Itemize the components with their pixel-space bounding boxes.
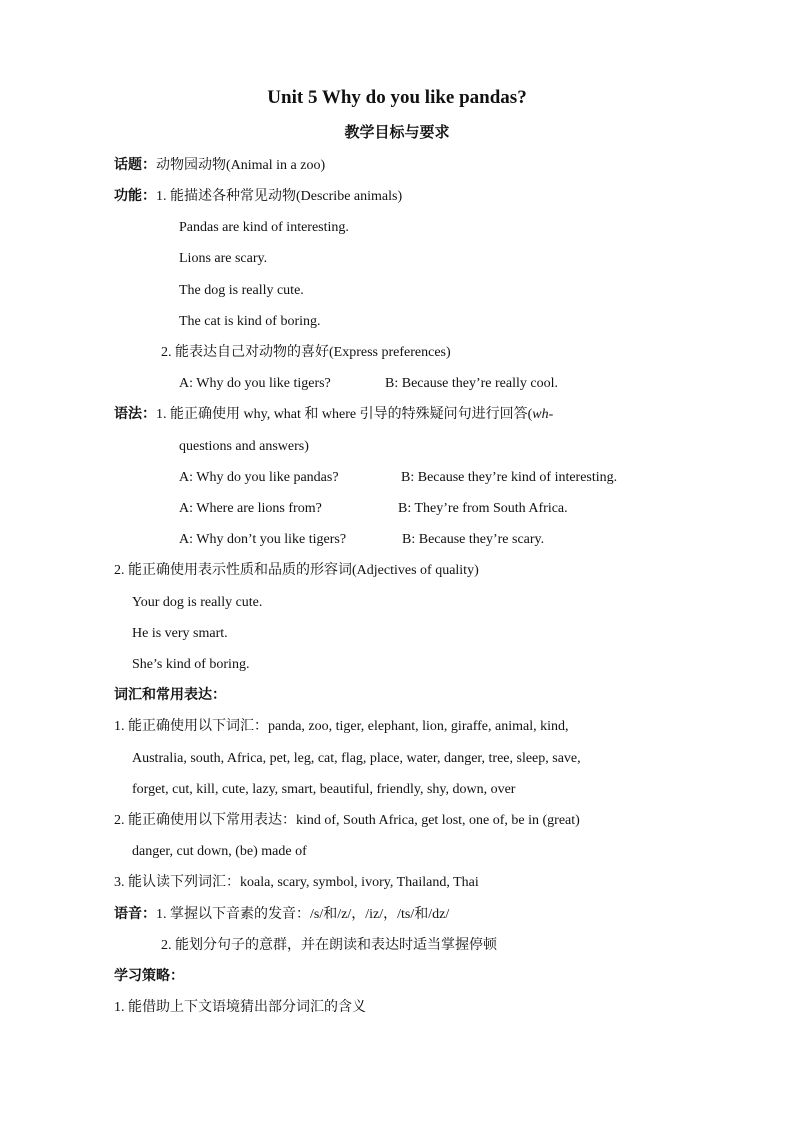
grammar-dialog-b: B: Because they’re scary. [402,532,545,547]
page-subtitle: 教学目标与要求 [344,125,450,141]
grammar-item-1-cont: questions and answers) [179,439,309,454]
grammar-dialog-a: A: Why don’t you like tigers? [179,532,347,547]
functions-example-a: A: Why do you like tigers? [179,376,331,391]
functions-line [114,188,402,206]
grammar-label: 语法： [114,407,156,422]
functions-example: Lions are scary. [179,251,268,266]
vocab-label: 词汇和常用表达： [114,688,226,703]
grammar-line [114,406,553,424]
functions-item-2: 2. 能表达自己对动物的喜好(Express preferences) [161,345,451,360]
grammar-example: He is very smart. [132,626,228,641]
grammar-dialog-a: A: Why do you like pandas? [179,470,339,485]
topic-line [114,157,325,175]
vocab-item-2-cont: danger, cut down, (be) made of [132,844,307,859]
topic-text: 动物园动物(Animal in a zoo) [156,158,326,173]
vocab-item-3: 3. 能认读下列词汇：koala, scary, symbol, ivory, Thailand, Thai [114,875,479,890]
pronunciation-line [114,906,449,924]
pronunciation-item-1: 1. 掌握以下音素的发音：/s/和/z/，/iz/，/ts/和/dz/ [156,907,450,922]
vocab-item-1-cont: Australia, south, Africa, pet, leg, cat, flag, place, water, danger, tree, sleep, save, [132,751,581,766]
vocab-item-2: 2. 能正确使用以下常用表达：kind of, South Africa, get lost, one of, be in (great) [114,813,580,828]
vocab-item-1: 1. 能正确使用以下词汇：panda, zoo, tiger, elephant, lion, giraffe, animal, kind, [114,719,569,734]
grammar-example: She’s kind of boring. [132,657,250,672]
grammar-dialog-a: A: Where are lions from? [179,501,322,516]
grammar-dialog-b: B: They’re from South Africa. [398,501,568,516]
vocab-item-1-cont: forget, cut, kill, cute, lazy, smart, beautiful, friendly, shy, down, over [132,782,516,797]
grammar-example: Your dog is really cute. [132,595,263,610]
strategy-item-1: 1. 能借助上下文语境猜出部分词汇的含义 [114,1000,366,1015]
functions-example: The dog is really cute. [179,283,304,298]
topic-label: 话题： [114,158,156,173]
grammar-item-1: 1. 能正确使用 why, what 和 where 引导的特殊疑问句进行回答( [156,407,533,422]
functions-example: Pandas are kind of interesting. [179,220,349,235]
strategy-label: 学习策略： [114,969,184,984]
functions-example-b: B: Because they’re really cool. [385,376,558,391]
functions-item-1: 1. 能描述各种常见动物(Describe animals) [156,189,403,204]
pronunciation-label: 语音： [114,907,156,922]
page-title: Unit 5 Why do you like pandas? [267,87,527,108]
functions-label: 功能： [114,189,156,204]
grammar-wh: wh- [532,407,554,422]
grammar-dialog-b: B: Because they’re kind of interesting. [401,470,618,485]
functions-example: The cat is kind of boring. [179,314,321,329]
pronunciation-item-2: 2. 能划分句子的意群，并在朗读和表达时适当掌握停顿 [161,938,497,953]
grammar-item-2: 2. 能正确使用表示性质和品质的形容词(Adjectives of quality) [114,563,479,578]
